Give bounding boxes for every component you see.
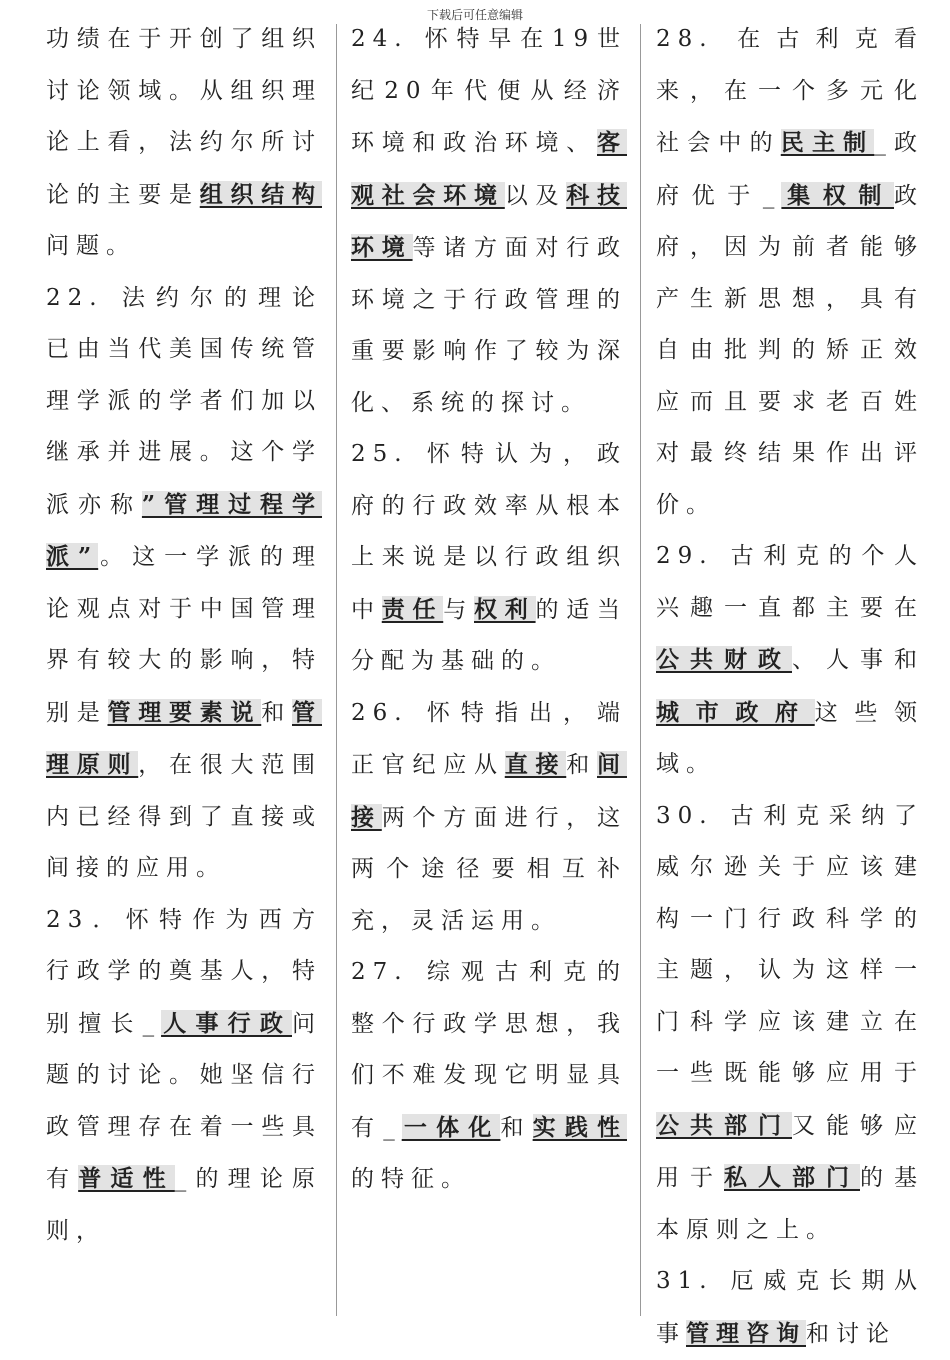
- highlighted-term: 公共部门: [656, 1111, 792, 1139]
- highlighted-term: 普适性: [78, 1165, 175, 1192]
- text-run: 、人事和: [792, 647, 924, 673]
- highlighted-term: 民主制: [780, 129, 875, 156]
- text-run: ，在很大范围内已经得到了直接或间接的应用。: [46, 752, 322, 881]
- text-run: _政府优于_: [656, 130, 924, 209]
- highlighted-term: 公共财政: [656, 646, 792, 673]
- text-run: 27. 综观古利克的整个行政学思想，我们不难发现它明显具有_: [351, 959, 627, 1141]
- text-run: 的基本原则之上。: [656, 1165, 924, 1243]
- highlighted-term: 人事行政: [161, 1009, 292, 1037]
- text-run: 和讨论: [806, 1320, 896, 1347]
- highlighted-term: 管理咨询: [686, 1319, 806, 1347]
- column-divider: [336, 24, 337, 1316]
- text-run: 政府，因为前者能够产生新思想，具有自由批判的矫正效应而且要求老百姓对最终结果作出评价。: [656, 182, 925, 518]
- text-run: 25. 怀特认为，政府的行政效率从根本上来说是以行政组织中: [351, 441, 627, 623]
- text-run: 以及: [504, 182, 567, 209]
- text-run: 的适当分配为基础的。: [351, 596, 627, 674]
- text-run: 。这一学派的理论观点对于中国管理界有较大的影响，特别是: [46, 544, 322, 726]
- highlighted-term: 管理要素说: [107, 698, 262, 726]
- highlighted-term: 责任: [381, 595, 444, 623]
- paragraph: [656, 791, 924, 1257]
- highlighted-term: 组织结构: [199, 180, 322, 208]
- text-run: 等诸方面对行政环境之于行政管理的重要影响作了较为深化、系统的探讨。: [351, 235, 627, 416]
- highlighted-term: 间接: [351, 751, 627, 831]
- paragraph: [351, 947, 627, 1206]
- column-divider: [640, 24, 641, 1316]
- highlighted-term: 科技环境: [351, 181, 627, 261]
- highlighted-term: 管理原则: [46, 698, 322, 778]
- highlighted-term: 一体化: [401, 1113, 501, 1141]
- highlighted-term: 客观社会环境: [351, 129, 627, 209]
- text-run: 29. 古利克的个人兴趣一直都主要在: [656, 543, 924, 621]
- paragraph: [46, 273, 322, 895]
- text-run: 两个方面进行，这两个途径要相互补充，灵活运用。: [351, 804, 627, 934]
- highlighted-term: 直接: [504, 751, 567, 778]
- paragraph: [656, 14, 924, 531]
- text-run: 问题。: [46, 233, 136, 259]
- column-2: [351, 14, 627, 1206]
- text-run: 和: [566, 752, 597, 778]
- highlighted-term: 私人部门: [724, 1164, 860, 1191]
- column-1: [46, 14, 322, 1257]
- paragraph: [351, 429, 627, 688]
- text-run: 功绩在于开创了组织讨论领域。从组织理论上看，法约尔所讨论的主要是: [46, 26, 322, 208]
- text-run: 又能够应用于: [656, 1112, 924, 1191]
- page-header: 下载后可任意编辑: [426, 8, 523, 22]
- paragraph: [46, 895, 322, 1258]
- text-run: 24. 怀特早在19世纪20年代便从经济环境和政治环境、: [351, 26, 627, 156]
- text-run: 问题的讨论。她坚信行政管理存在着一些具有: [46, 1010, 322, 1192]
- column-3: [656, 14, 924, 1360]
- paragraph: [351, 688, 627, 948]
- highlighted-term: ”管理过程学派”: [46, 490, 323, 570]
- paragraph: [656, 1256, 924, 1360]
- paragraph: [656, 531, 924, 791]
- text-run: _的理论原则，: [46, 1166, 322, 1244]
- text-run: 28. 在古利克看来，在一个多元化社会中的: [656, 26, 924, 156]
- text-run: 30. 古利克采纳了威尔逊关于应该建构一门行政科学的主题，认为这样一门科学应该建立在一些既能够应用于: [656, 802, 924, 1086]
- text-run: 这些领域。: [656, 699, 925, 777]
- highlighted-term: 城市政府: [656, 698, 815, 726]
- text-run: 22. 法约尔的理论已由当代美国传统管理学派的学者们加以继承并进展。这个学派亦称: [46, 284, 322, 518]
- text-run: 和: [500, 1114, 533, 1141]
- text-run: 31. 厄威克长期从事: [656, 1268, 924, 1347]
- text-run: 的特征。: [351, 1166, 471, 1192]
- highlighted-term: 权利: [474, 595, 536, 623]
- paragraph: [351, 14, 627, 429]
- highlighted-term: 实践性: [532, 1113, 627, 1141]
- text-run: 23．怀特作为西方行政学的奠基人，特别擅长_: [46, 906, 322, 1037]
- highlighted-term: 集权制: [781, 181, 895, 209]
- paragraph: [46, 14, 322, 273]
- text-run: 与: [443, 596, 474, 623]
- text-run: 和: [261, 699, 292, 726]
- text-run: 26. 怀特指出，端正官纪应从: [351, 699, 627, 778]
